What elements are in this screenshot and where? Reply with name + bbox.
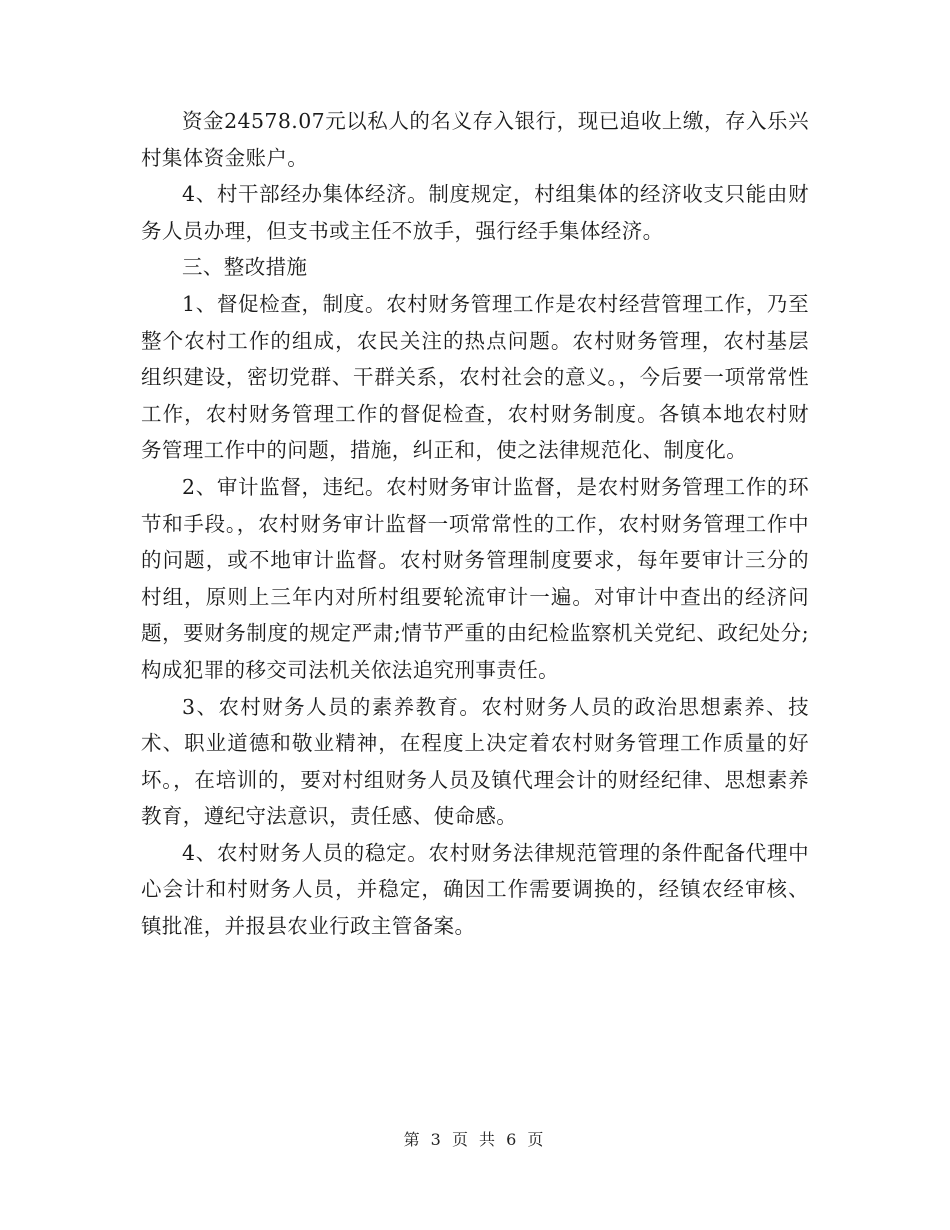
paragraph-4: 2、审计监督，违纪。农村财务审计监督，是农村财务管理工作的环节和手段。，农村财务审计监督一项常常性的工作，农村财务管理工作中的问题，或不地审计监督。农村财务管理制度要求，每年要审计三分的村组，原则上三年内对所村组要轮流审计一遍。对审计中查出的经济问题，要财务制度的规定严肃;情节严重的由纪检监察机关党纪、政纪处分;构成犯罪的移交司法机关依法追究刑事责任。 [141,474,809,682]
paragraph-1: 资金24578.07元以私人的名义存入银行，现已追收上缴，存入乐兴村集体资金账户。 [141,109,809,170]
paragraph-3: 1、督促检查，制度。农村财务管理工作是农村经营管理工作，乃至整个农村工作的组成，农民关注的热点问题。农村财务管理，农村基层组织建设，密切党群、干群关系，农村社会的意义。，今后要一项常常性工作，农村财务管理工作的督促检查，农村财务制度。各镇本地农村财务管理工作中的问题，措施，纠正和，使之法律规范化、制度化。 [141,291,809,463]
document-body [141,103,809,945]
paragraph-5: 3、农村财务人员的素养教育。农村财务人员的政治思想素养、技术、职业道德和敬业精神，在程度上决定着农村财务管理工作质量的好坏。，在培训的，要对村组财务人员及镇代理会计的财经纪律、思想素养教育，遵纪守法意识，责任感、使命感。 [141,694,809,829]
paragraph-6: 4、农村财务人员的稳定。农村财务法律规范管理的条件配备代理中心会计和村财务人员，并稳定，确因工作需要调换的，经镇农经审核、镇批准，并报县农业行政主管备案。 [141,840,809,939]
section-heading: 三、整改措施 [182,255,308,280]
page-number-footer: 第 3 页 共 6 页 [403,1130,547,1149]
paragraph-2: 4、村干部经办集体经济。制度规定，村组集体的经济收支只能由财务人员办理，但支书或主任不放手，强行经手集体经济。 [141,182,809,243]
